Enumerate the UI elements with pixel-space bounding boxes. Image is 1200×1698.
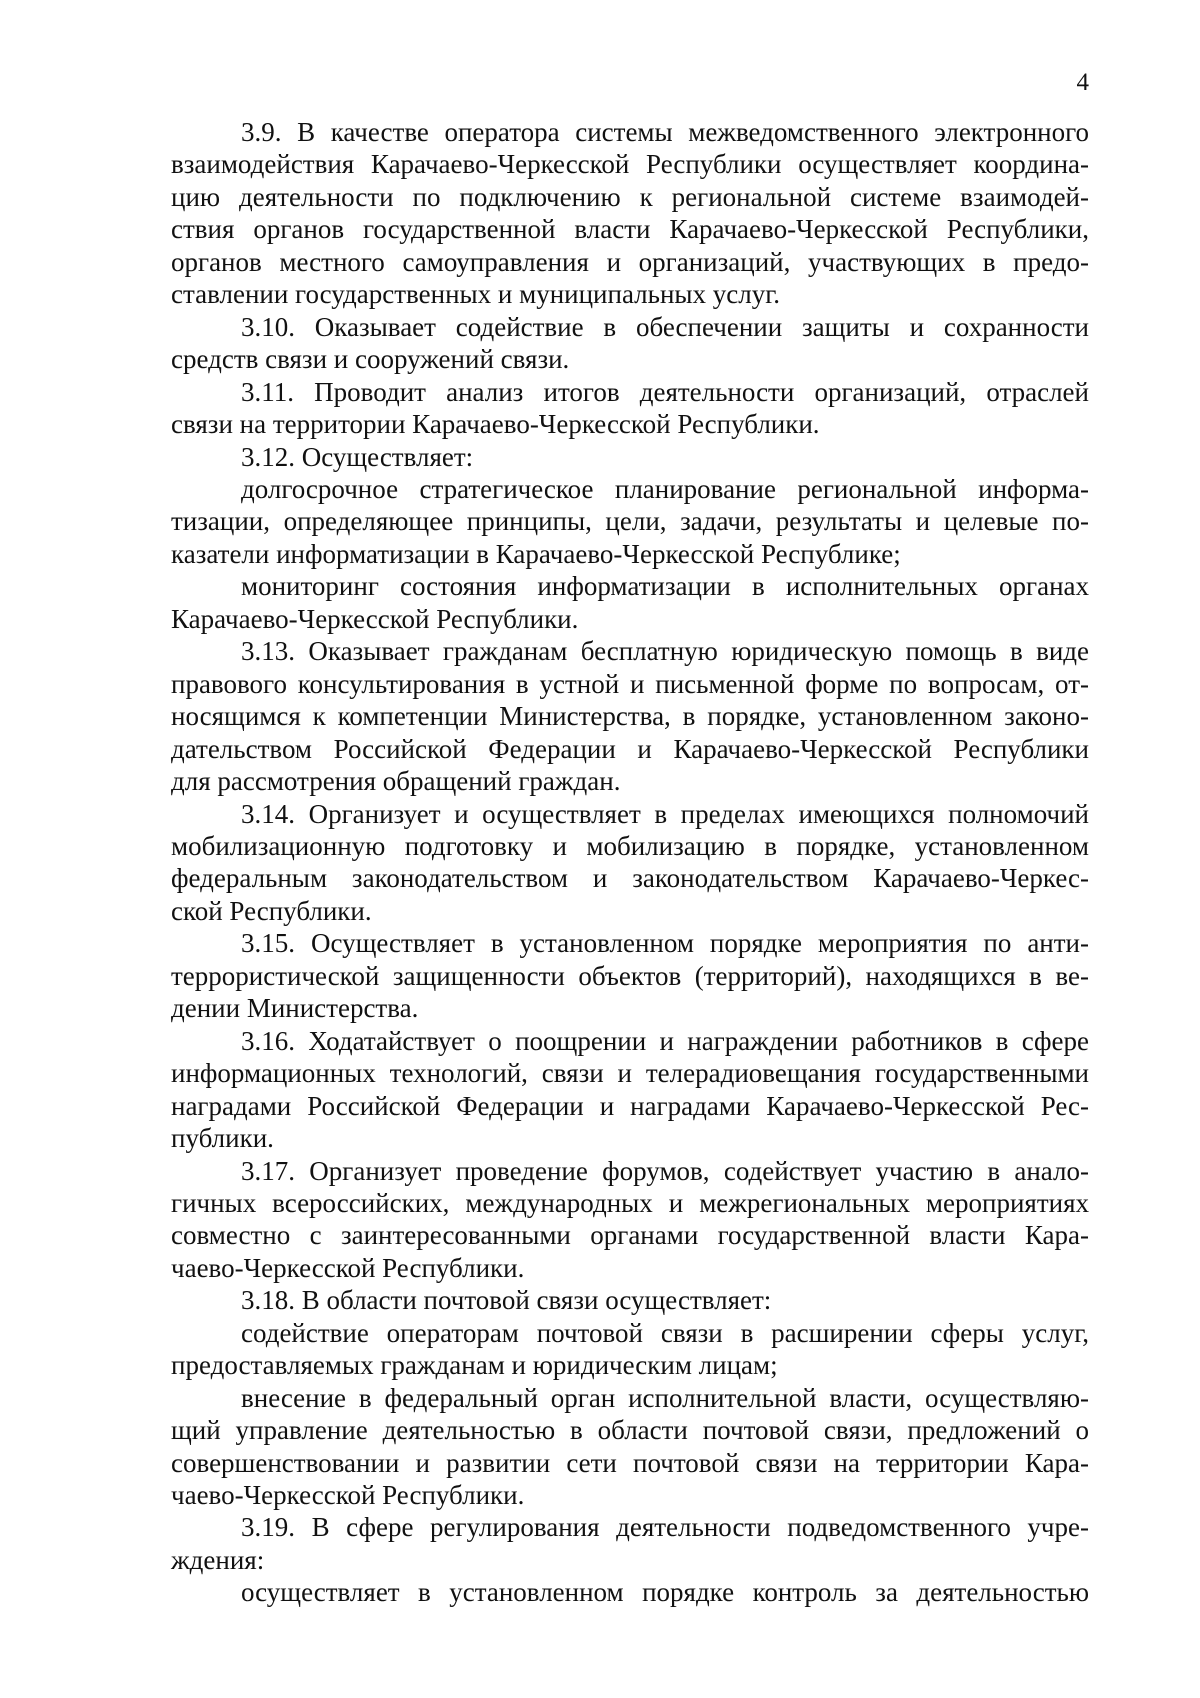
page-number: 4 bbox=[1076, 69, 1089, 96]
paragraph bbox=[171, 570, 1089, 635]
paragraph bbox=[171, 1317, 1089, 1382]
paragraph bbox=[171, 927, 1089, 1024]
paragraph bbox=[171, 473, 1089, 570]
text-line: чаево-Черкесской Республики. bbox=[171, 1480, 525, 1511]
text-line: правового консультирования в устной и письменной форме по вопросам, от- bbox=[171, 668, 1089, 699]
text-line: совместно с заинтересованными органами государственной власти Кара- bbox=[171, 1220, 1089, 1251]
text-line: средств связи и сооружений связи. bbox=[171, 344, 570, 375]
text-line: дении Министерства. bbox=[171, 993, 419, 1024]
text-line: 3.15. Осуществляет в установленном порядке мероприятия по анти- bbox=[241, 928, 1089, 959]
text-line: дательством Российской Федерации и Карачаево-Черкесской Республики bbox=[171, 733, 1089, 764]
text-line: взаимодействия Карачаево-Черкесской Республики осуществляет координа- bbox=[171, 149, 1089, 180]
paragraph bbox=[171, 1025, 1089, 1155]
text-line: ской Республики. bbox=[171, 895, 372, 926]
text-line: 3.14. Организует и осуществляет в пределах имеющихся полномочий bbox=[241, 798, 1089, 829]
text-line: Карачаево-Черкесской Республики. bbox=[171, 603, 579, 634]
text-line: тизации, определяющее принципы, цели, задачи, результаты и целевые по- bbox=[171, 506, 1089, 537]
text-line: щий управление деятельностью в области почтовой связи, предложений о bbox=[171, 1415, 1089, 1446]
text-line: информационных технологий, связи и телерадиовещания государственными bbox=[171, 1058, 1089, 1089]
text-line: содействие операторам почтовой связи в расширении сферы услуг, bbox=[241, 1317, 1089, 1348]
text-line: связи на территории Карачаево-Черкесской Республики. bbox=[171, 409, 820, 440]
text-line: предоставляемых гражданам и юридическим лицам; bbox=[171, 1350, 778, 1381]
paragraph bbox=[171, 1284, 1089, 1316]
text-line: 3.9. В качестве оператора системы межведомственного электронного bbox=[241, 117, 1089, 147]
text-line: для рассмотрения обращений граждан. bbox=[171, 766, 621, 797]
paragraph bbox=[171, 1155, 1089, 1285]
text-line: внесение в федеральный орган исполнительной власти, осуществляю- bbox=[241, 1382, 1089, 1413]
text-line: мобилизационную подготовку и мобилизацию в порядке, установленном bbox=[171, 830, 1089, 861]
text-line: 3.17. Организует проведение форумов, содействует участию в анало- bbox=[241, 1155, 1089, 1186]
text-line: долгосрочное стратегическое планирование региональной информа- bbox=[241, 473, 1089, 504]
text-line: наградами Российской Федерации и наградами Карачаево-Черкесской Рес- bbox=[171, 1090, 1089, 1121]
paragraph bbox=[171, 311, 1089, 376]
text-line: 3.16. Ходатайствует о поощрении и награждении работников в сфере bbox=[241, 1025, 1089, 1056]
text-line: гичных всероссийских, международных и межрегиональных мероприятиях bbox=[171, 1187, 1089, 1218]
text-line: совершенствовании и развитии сети почтовой связи на территории Кара- bbox=[171, 1447, 1089, 1478]
text-line: 3.13. Оказывает гражданам бесплатную юридическую помощь в виде bbox=[241, 636, 1089, 667]
paragraph bbox=[171, 116, 1089, 311]
text-line: 3.19. В сфере регулирования деятельности подведомственного учре- bbox=[241, 1512, 1089, 1543]
text-line: федеральным законодательством и законодательством Карачаево-Черкес- bbox=[171, 863, 1089, 894]
text-line: публики. bbox=[171, 1123, 274, 1154]
text-line: 3.10. Оказывает содействие в обеспечении защиты и сохранности bbox=[241, 311, 1089, 342]
text-line: казатели информатизации в Карачаево-Черкесской Республике; bbox=[171, 538, 901, 569]
text-line: цию деятельности по подключению к региональной системе взаимодей- bbox=[171, 181, 1089, 212]
text-line: носящимся к компетенции Министерства, в порядке, установленном законо- bbox=[171, 701, 1089, 732]
paragraph bbox=[171, 376, 1089, 441]
paragraph bbox=[171, 441, 1089, 473]
text-line: органов местного самоуправления и организаций, участвующих в предо- bbox=[171, 246, 1089, 277]
paragraph bbox=[171, 1382, 1089, 1512]
text-line: 3.18. В области почтовой связи осуществляет: bbox=[241, 1285, 772, 1316]
text-line: 3.12. Осуществляет: bbox=[241, 441, 474, 472]
text-line: осуществляет в установленном порядке контроль за деятельностью bbox=[241, 1577, 1089, 1608]
text-line: ствия органов государственной власти Карачаево-Черкесской Республики, bbox=[171, 214, 1089, 245]
document-body bbox=[171, 116, 1089, 1609]
paragraph bbox=[171, 635, 1089, 797]
paragraph bbox=[171, 1511, 1089, 1576]
paragraph bbox=[171, 1576, 1089, 1608]
paragraph bbox=[171, 798, 1089, 928]
text-line: мониторинг состояния информатизации в исполнительных органах bbox=[241, 571, 1089, 602]
text-line: ставлении государственных и муниципальных услуг. bbox=[171, 279, 781, 310]
text-line: террористической защищенности объектов (территорий), находящихся в ве- bbox=[171, 960, 1089, 991]
text-line: чаево-Черкесской Республики. bbox=[171, 1252, 525, 1283]
text-line: ждения: bbox=[171, 1544, 265, 1575]
text-line: 3.11. Проводит анализ итогов деятельности организаций, отраслей bbox=[241, 376, 1089, 407]
